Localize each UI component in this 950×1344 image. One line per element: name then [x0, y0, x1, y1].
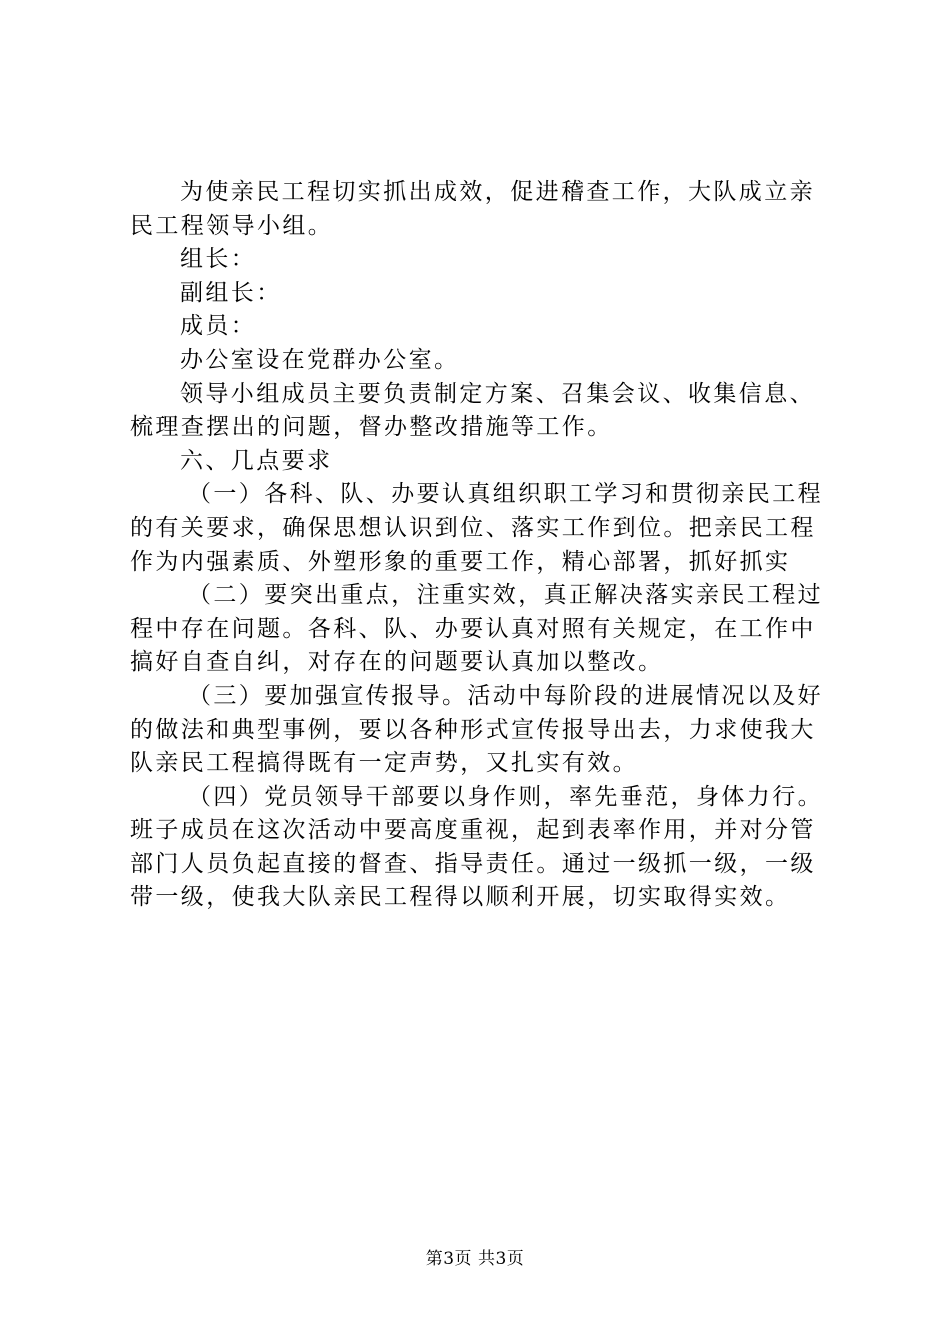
paragraph-duties: 领导小组成员主要负责制定方案、召集会议、收集信息、梳理查摆出的问题，督办整改措施等工作。 [130, 380, 815, 441]
section-heading: 六、几点要求 [180, 447, 333, 474]
page-number-label: 第3页 共3页 [425, 1249, 525, 1269]
paragraph-requirement-1: （一）各科、队、办要认真组织职工学习和贯彻亲民工程的有关要求，确保思想认识到位、落实工作到位。把亲民工程作为内强素质、外塑形象的重要工作，精心部署，抓好抓实 [130, 481, 823, 575]
paragraph-intro: 为使亲民工程切实抓出成效，促进稽查工作，大队成立亲民工程领导小组。 [130, 179, 815, 239]
paragraph-requirement-4: （四）党员领导干部要以身作则，率先垂范，身体力行。班子成员在这次活动中要高度重视，起到表率作用，并对分管部门人员负起直接的督查、指导责任。通过一级抓一级，一级带一级，使我大队亲民工程得以顺利开展，切实取得实效。 [130, 783, 823, 911]
paragraph-requirement-3: （三）要加强宣传报导。活动中每阶段的进展情况以及好的做法和典型事例，要以各种形式宣传报导出去，力求使我大队亲民工程搞得既有一定声势，又扎实有效。 [130, 682, 823, 777]
paragraph-members: 成员： [180, 313, 257, 340]
paragraph-office: 办公室设在党群办公室。 [180, 346, 460, 373]
paragraph-deputy-leader: 副组长： [180, 279, 282, 306]
page-footer [0, 1244, 950, 1269]
document-body [130, 176, 830, 915]
paragraph-leader: 组长： [180, 246, 257, 273]
paragraph-requirement-2: （二）要突出重点，注重实效，真正解决落实亲民工程过程中存在问题。各科、队、办要认真对照有关规定，在工作中搞好自查自纠，对存在的问题要认真加以整改。 [130, 582, 823, 676]
